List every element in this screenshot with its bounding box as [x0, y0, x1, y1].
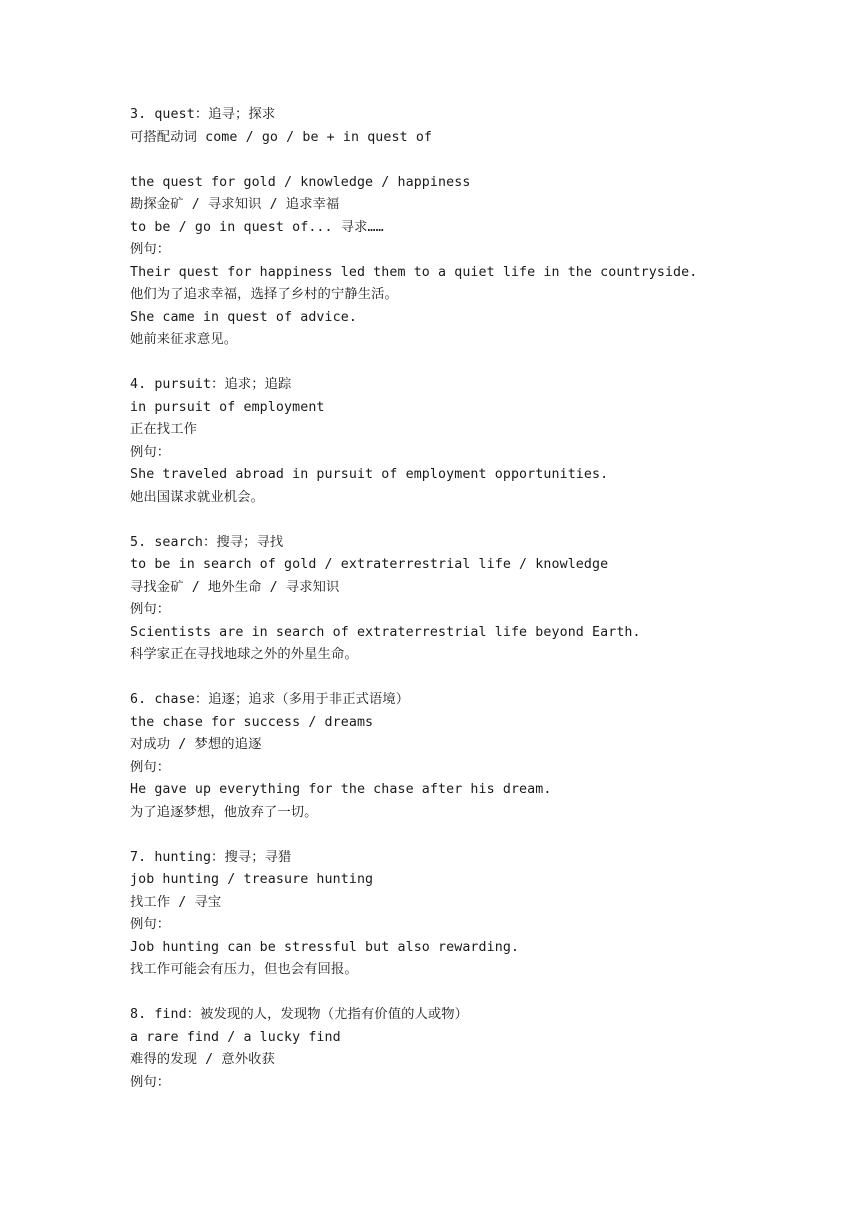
text-line: the quest for gold / knowledge / happiness	[130, 174, 471, 190]
example-label: 例句：	[130, 242, 171, 257]
section-heading-find: 8. find：被发现的人，发现物（尤指有价值的人或物）	[130, 1007, 469, 1022]
text-line: the chase for success / dreams	[130, 714, 374, 730]
text-line: 寻找金矿 / 地外生命 / 寻求知识	[130, 579, 340, 595]
blank-line	[130, 982, 820, 1005]
example-translation: 找工作可能会有压力，但也会有回报。	[130, 962, 358, 977]
text-line: to be / go in quest of... 寻求……	[130, 219, 384, 235]
example-label: 例句：	[130, 602, 171, 617]
text-line: job hunting / treasure hunting	[130, 872, 374, 887]
text-line: 找工作 / 寻宝	[130, 894, 222, 910]
text-line: 难得的发现 / 意外收获	[130, 1052, 275, 1067]
example-translation: 为了追逐梦想，他放弃了一切。	[130, 804, 318, 820]
example-sentence: Scientists are in search of extraterrestrial life beyond Earth.	[130, 624, 641, 640]
section-heading-search: 5. search：搜寻；寻找	[130, 534, 284, 550]
example-label: 例句：	[130, 759, 171, 775]
example-label: 例句：	[130, 444, 171, 460]
section-heading-hunting: 7. hunting：搜寻；寻猎	[130, 849, 292, 865]
text-line: 对成功 / 梦想的追逐	[130, 737, 262, 752]
example-translation: 科学家正在寻找地球之外的外星生命。	[130, 647, 358, 662]
blank-line	[130, 667, 820, 690]
section-heading-pursuit: 4. pursuit：追求；追踪	[130, 377, 292, 392]
example-sentence: Job hunting can be stressful but also rewarding.	[130, 939, 520, 955]
example-translation: 她出国谋求就业机会。	[130, 489, 264, 505]
blank-line	[130, 149, 820, 172]
example-label: 例句：	[130, 917, 171, 932]
text-line: in pursuit of employment	[130, 399, 325, 415]
section-heading-chase: 6. chase：追逐；追求（多用于非正式语境）	[130, 692, 410, 707]
example-sentence: He gave up everything for the chase after his dream.	[130, 782, 552, 797]
text-line: 勘探金矿 / 寻求知识 / 追求幸福	[130, 197, 340, 212]
blank-line	[130, 509, 820, 532]
example-translation: 他们为了追求幸福，选择了乡村的宁静生活。	[130, 287, 398, 302]
text-line: to be in search of gold / extraterrestrial life / knowledge	[130, 557, 609, 572]
document-body	[130, 104, 820, 1094]
text-line: 可搭配动词 come / go / be + in quest of	[130, 129, 433, 145]
section-heading-quest: 3. quest：追寻；探求	[130, 107, 276, 122]
text-line: a rare find / a lucky find	[130, 1029, 341, 1045]
blank-line	[130, 352, 820, 375]
example-sentence: She came in quest of advice.	[130, 309, 357, 325]
example-label: 例句：	[130, 1074, 171, 1090]
text-line: 正在找工作	[130, 422, 197, 437]
example-sentence: Their quest for happiness led them to a quiet life in the countryside.	[130, 264, 698, 280]
example-sentence: She traveled abroad in pursuit of employment opportunities.	[130, 467, 609, 482]
blank-line	[130, 824, 820, 847]
example-translation: 她前来征求意见。	[130, 332, 238, 347]
